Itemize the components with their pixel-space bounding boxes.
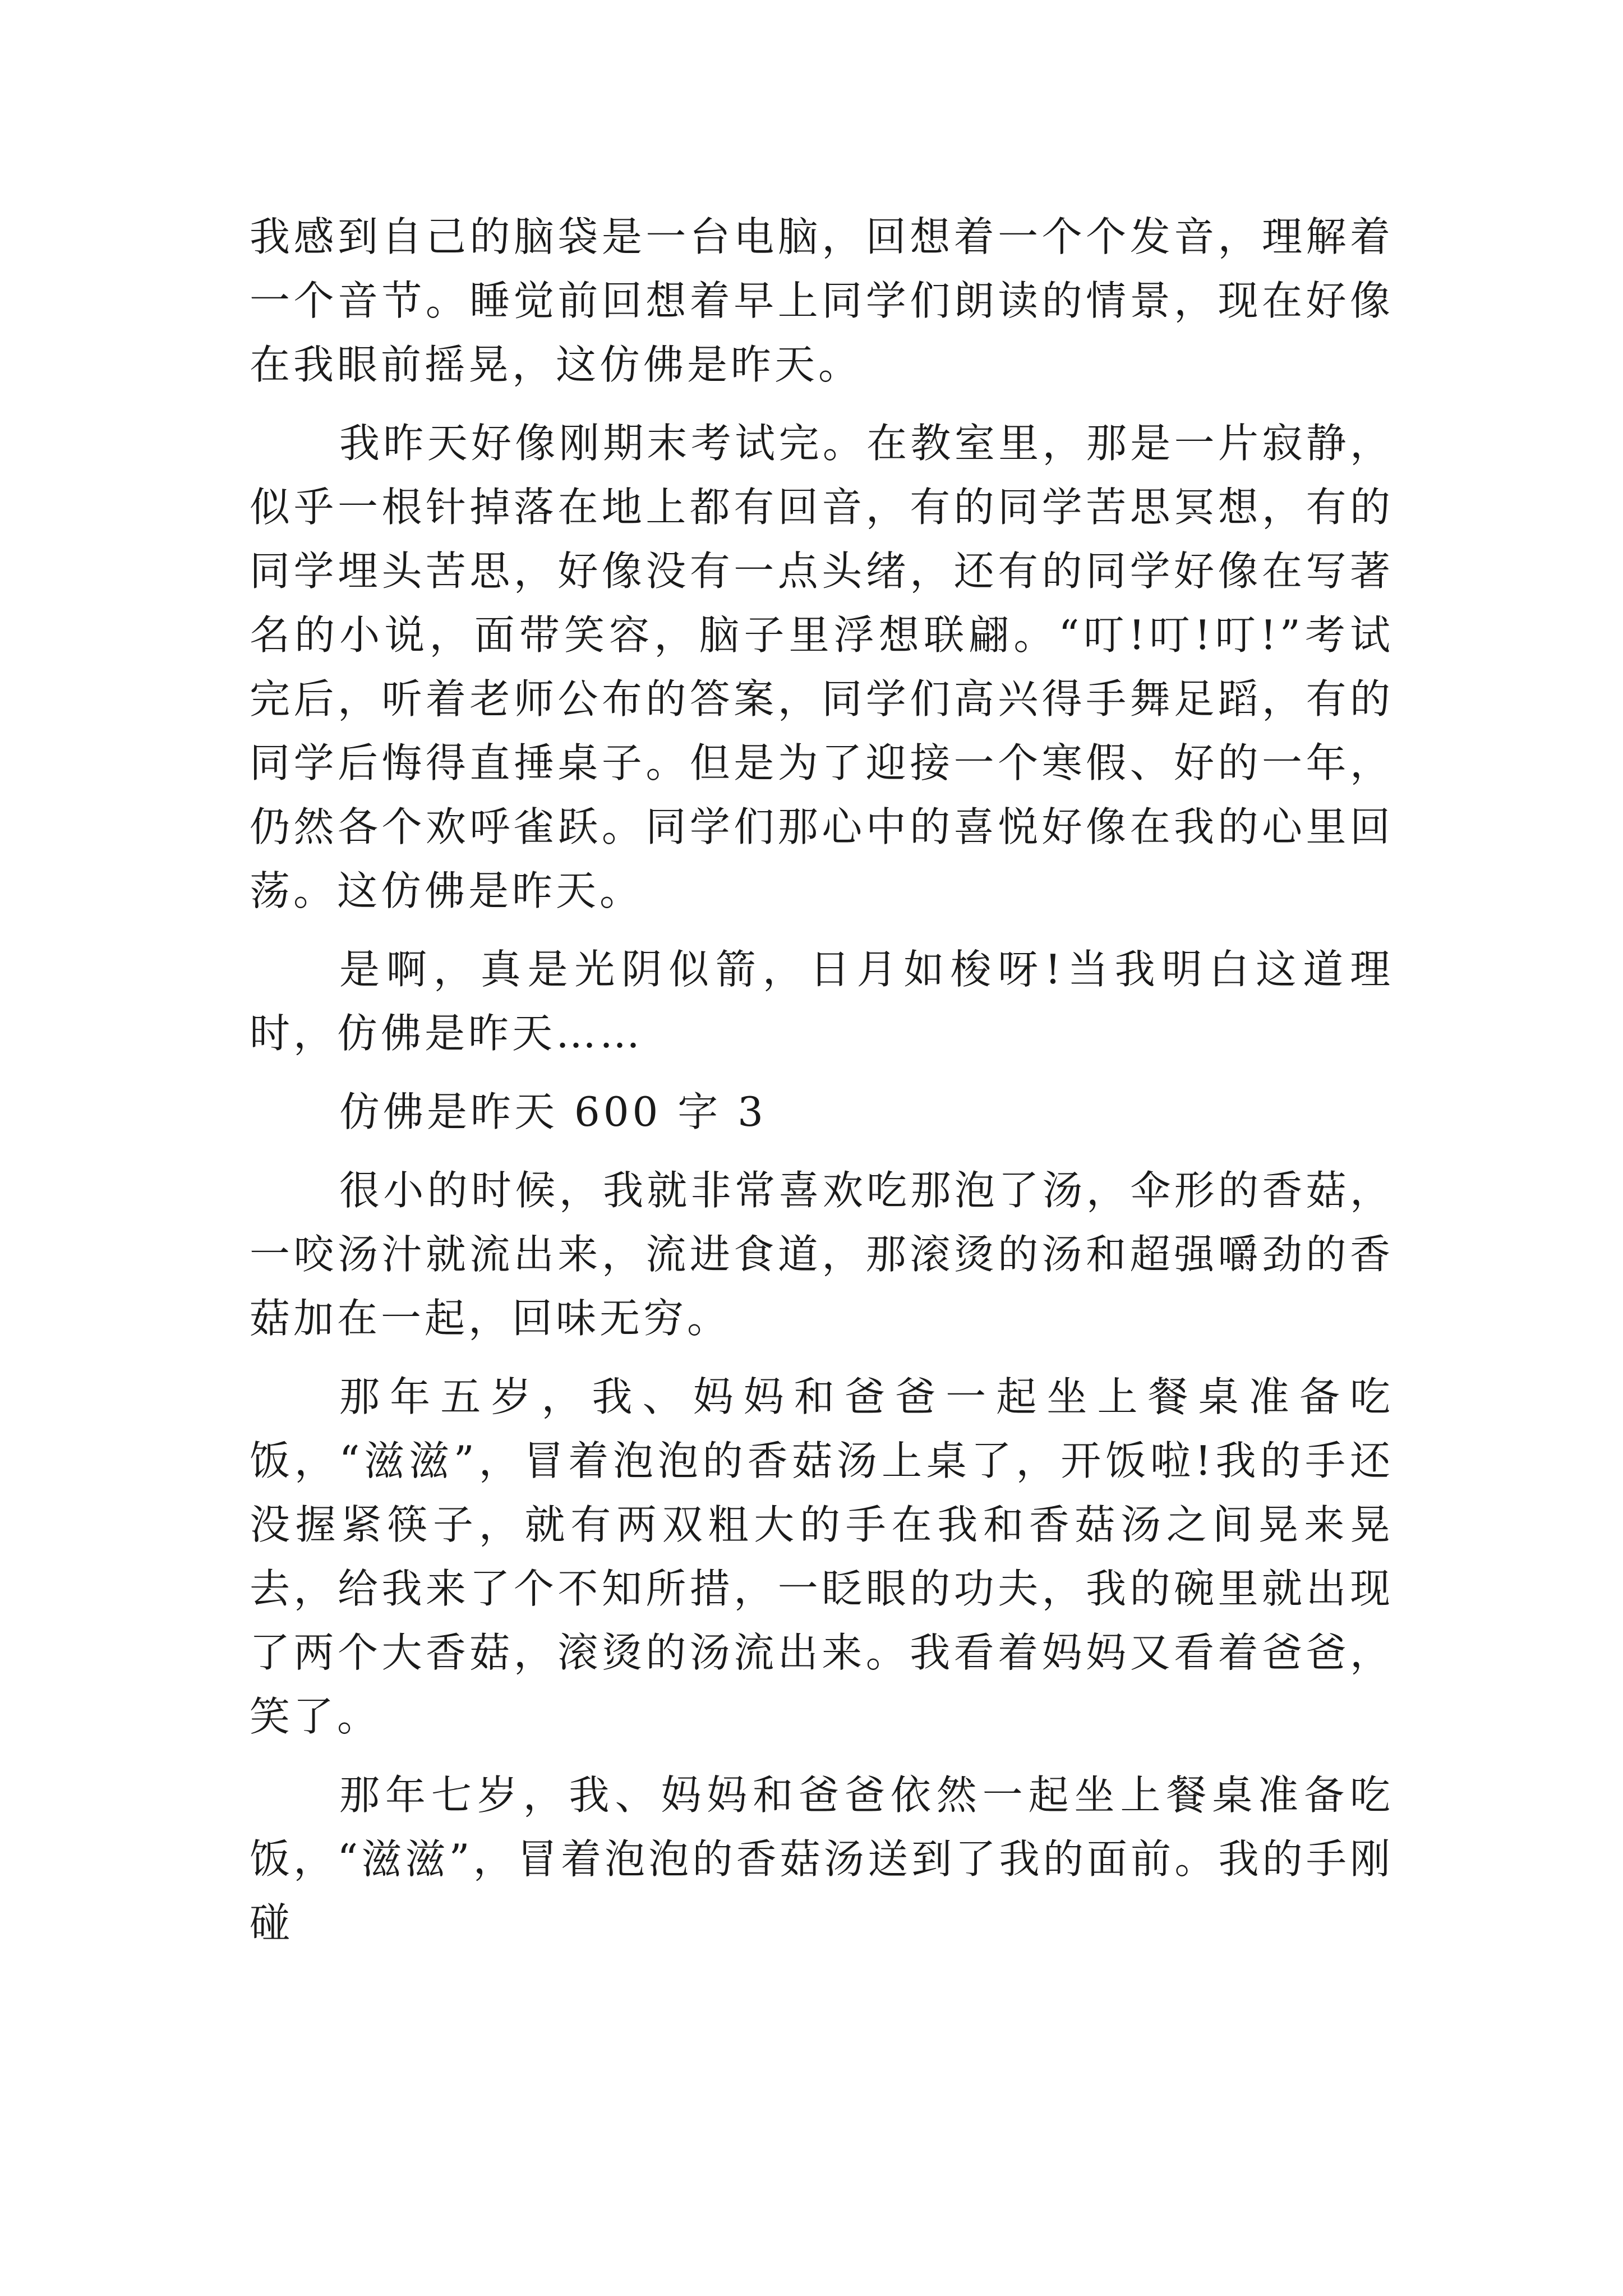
section-heading: 仿佛是昨天 600 字 3: [339, 1088, 767, 1135]
paragraph-1: 我感到自己的脑袋是一台电脑，回想着一个个发音，理解着一个音节。睡觉前回想着早上同学们朗读的情景，现在好像在我眼前摇晃，这仿佛是昨天。: [250, 213, 1394, 388]
article-body: [250, 205, 1394, 1970]
paragraph-5: 那年五岁，我、妈妈和爸爸一起坐上餐桌准备吃饭，“滋滋”，冒着泡泡的香菇汤上桌了，开饭啦!我的手还没握紧筷子，就有两双粗大的手在我和香菇汤之间晃来晃去，给我来了个不知所措，一眨眼的功夫，我的碗里就出现了两个大香菇，滚烫的汤流出来。我看着妈妈又看着爸爸，笑了。: [250, 1373, 1394, 1740]
paragraph-6: 那年七岁，我、妈妈和爸爸依然一起坐上餐桌准备吃饭，“滋滋”，冒着泡泡的香菇汤送到了我的面前。我的手刚碰: [250, 1772, 1394, 1947]
paragraph-2: 我昨天好像刚期末考试完。在教室里，那是一片寂静，似乎一根针掉落在地上都有回音，有的同学苦思冥想，有的同学埋头苦思，好像没有一点头绪，还有的同学好像在写著名的小说，面带笑容，脑子里浮想联翩。“叮!叮!叮!”考试完后，听着老师公布的答案，同学们高兴得手舞足蹈，有的同学后悔得直捶桌子。但是为了迎接一个寒假、好的一年，仍然各个欢呼雀跃。同学们那心中的喜悦好像在我的心里回荡。这仿佛是昨天。: [250, 420, 1394, 914]
paragraph-4: 很小的时候，我就非常喜欢吃那泡了汤，伞形的香菇，一咬汤汁就流出来，流进食道，那滚烫的汤和超强嚼劲的香菇加在一起，回味无穷。: [250, 1167, 1394, 1342]
paragraph-3: 是啊，真是光阴似箭，日月如梭呀!当我明白这道理时，仿佛是昨天……: [250, 946, 1394, 1057]
